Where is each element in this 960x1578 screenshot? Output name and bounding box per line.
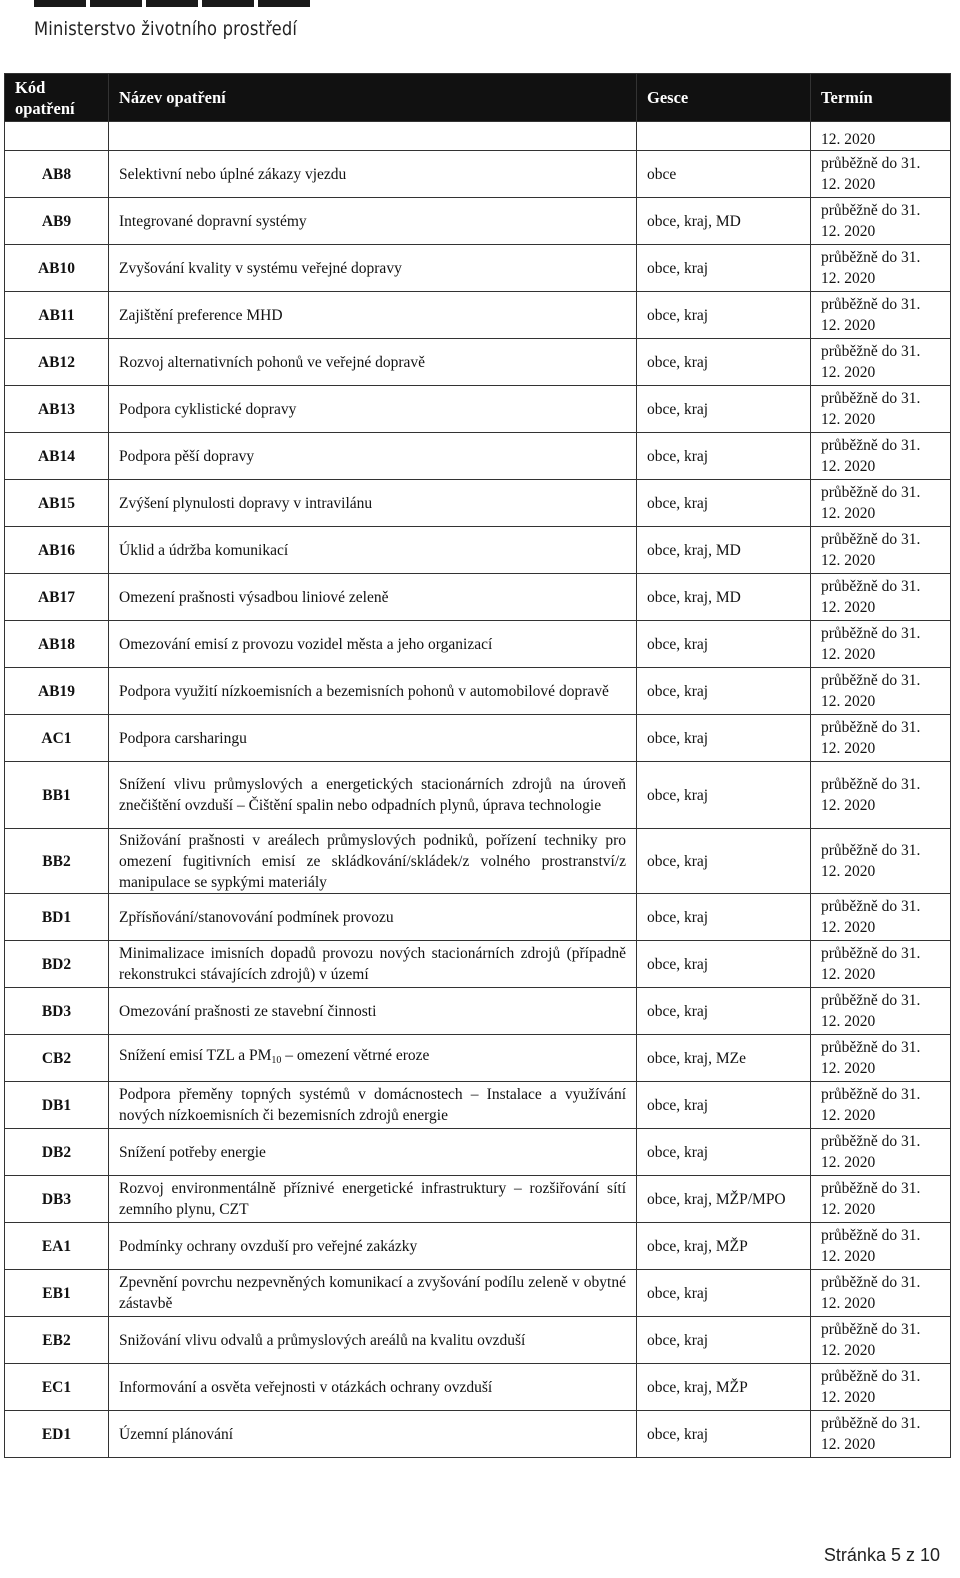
table-row [5,715,951,762]
measure-gesce: obce, kraj [637,762,811,829]
measure-term: průběžně do 31. 12. 2020 [811,1082,951,1129]
table-row [5,292,951,339]
measure-gesce: obce, kraj [637,1082,811,1129]
table-row [5,198,951,245]
measure-gesce: obce, kraj [637,668,811,715]
measure-name: Omezování emisí z provozu vozidel města a jeho organizací [109,621,637,668]
table-row [5,829,951,894]
table-row [5,574,951,621]
measure-gesce: obce, kraj [637,621,811,668]
table-row [5,894,951,941]
table-row [5,668,951,715]
table-header-row [5,74,951,122]
table-row [5,621,951,668]
measure-term: průběžně do 31. 12. 2020 [811,1270,951,1317]
table-row [5,762,951,829]
measure-code: AB8 [5,151,109,198]
measures-table [4,73,951,1458]
measure-gesce: obce, kraj [637,433,811,480]
measure-gesce: obce, kraj, MD [637,574,811,621]
measure-term: průběžně do 31. 12. 2020 [811,339,951,386]
measure-term: průběžně do 31. 12. 2020 [811,1317,951,1364]
measure-term: průběžně do 31. 12. 2020 [811,1364,951,1411]
measure-gesce: obce, kraj [637,941,811,988]
measure-gesce: obce, kraj [637,1411,811,1458]
measure-gesce: obce, kraj [637,715,811,762]
measure-code: BD2 [5,941,109,988]
table-row [5,1129,951,1176]
table-row [5,1317,951,1364]
measure-name: Zvýšení plynulosti dopravy v intravilánu [109,480,637,527]
table-row [5,988,951,1035]
measure-name: Informování a osvěta veřejnosti v otázkách ochrany ovzduší [109,1364,637,1411]
measure-code: AB15 [5,480,109,527]
table-row [5,527,951,574]
table-row [5,386,951,433]
measure-name: Rozvoj environmentálně příznivé energetické infrastruktury – rozšiřování sítí zemního plynu, CZT [109,1176,637,1223]
measure-term: průběžně do 31. 12. 2020 [811,1035,951,1082]
continuation-row [5,122,951,151]
measure-code: AB18 [5,621,109,668]
measure-name: Selektivní nebo úplné zákazy vjezdu [109,151,637,198]
measure-code: DB1 [5,1082,109,1129]
measure-gesce: obce, kraj [637,1270,811,1317]
measure-term: průběžně do 31. 12. 2020 [811,1223,951,1270]
measure-name: Úklid a údržba komunikací [109,527,637,574]
measure-code: AB12 [5,339,109,386]
measure-term: průběžně do 31. 12. 2020 [811,151,951,198]
measure-code: AB9 [5,198,109,245]
measure-name: Podmínky ochrany ovzduší pro veřejné zakázky [109,1223,637,1270]
measure-name: Podpora cyklistické dopravy [109,386,637,433]
measure-term: průběžně do 31. 12. 2020 [811,668,951,715]
measure-code: BB1 [5,762,109,829]
measure-name: Minimalizace imisních dopadů provozu nových stacionárních zdrojů (případně rekonstrukci stávajících zdrojů) v území [109,941,637,988]
measure-code: EB1 [5,1270,109,1317]
measure-name: Podpora pěší dopravy [109,433,637,480]
measure-name: Integrované dopravní systémy [109,198,637,245]
measure-name: Územní plánování [109,1411,637,1458]
measure-name-subscript: 10 [271,1055,282,1066]
column-header-term: Termín [811,74,951,122]
measure-name: Omezení prašnosti výsadbou liniové zeleně [109,574,637,621]
measure-gesce: obce, kraj [637,245,811,292]
measure-gesce: obce, kraj, MŽP/MPO [637,1176,811,1223]
measure-gesce: obce, kraj [637,894,811,941]
measure-gesce: obce, kraj [637,1317,811,1364]
measure-term: průběžně do 31. 12. 2020 [811,621,951,668]
measure-term: průběžně do 31. 12. 2020 [811,988,951,1035]
measure-name: Snižování vlivu odvalů a průmyslových areálů na kvalitu ovzduší [109,1317,637,1364]
measure-name: Zpřísňování/stanovování podmínek provozu [109,894,637,941]
measure-term: průběžně do 31. 12. 2020 [811,574,951,621]
measure-code: AB17 [5,574,109,621]
measure-term: průběžně do 31. 12. 2020 [811,198,951,245]
measure-term: průběžně do 31. 12. 2020 [811,894,951,941]
measure-gesce: obce [637,151,811,198]
table-row [5,1035,951,1082]
measure-term: průběžně do 31. 12. 2020 [811,527,951,574]
measure-code: BD3 [5,988,109,1035]
measure-code: AB19 [5,668,109,715]
measure-code: DB2 [5,1129,109,1176]
measure-code: EB2 [5,1317,109,1364]
measure-name: Podpora carsharingu [109,715,637,762]
table-row [5,245,951,292]
measure-gesce: obce, kraj [637,386,811,433]
measure-gesce: obce, kraj, MD [637,527,811,574]
measure-name: Snížení emisí TZL a $PM_{10}$ – omezení větrné eroze [109,1035,637,1082]
measure-gesce: obce, kraj, MŽP [637,1223,811,1270]
measure-gesce: obce, kraj, MZe [637,1035,811,1082]
table-row [5,339,951,386]
measure-code: EA1 [5,1223,109,1270]
table-row [5,1176,951,1223]
measure-term: průběžně do 31. 12. 2020 [811,1176,951,1223]
measure-gesce: obce, kraj [637,292,811,339]
measure-gesce: obce, kraj [637,1129,811,1176]
measure-code: AB11 [5,292,109,339]
table-row [5,151,951,198]
table-row [5,480,951,527]
measure-gesce: obce, kraj [637,829,811,894]
measure-name: Snížení potřeby energie [109,1129,637,1176]
measure-gesce: obce, kraj [637,339,811,386]
measure-code: AB16 [5,527,109,574]
measure-code: BD1 [5,894,109,941]
measure-term: průběžně do 31. 12. 2020 [811,715,951,762]
measure-term: průběžně do 31. 12. 2020 [811,762,951,829]
table-row [5,1082,951,1129]
column-header-name: Název opatření [109,74,637,122]
table-row [5,1223,951,1270]
measure-name: Podpora přeměny topných systémů v domácnostech – Instalace a využívání nových nízkoemisních či bezemisních zdrojů energie [109,1082,637,1129]
measure-term: průběžně do 31. 12. 2020 [811,480,951,527]
measure-name: Snižování prašnosti v areálech průmyslových podniků, pořízení techniky pro omezení fugitivních emisí ze skládkování/skládek/z volného prostranství/z manipulace se sypkými materiály [109,829,637,894]
measure-term: průběžně do 31. 12. 2020 [811,1411,951,1458]
measure-name: Zajištění preference MHD [109,292,637,339]
measure-term: průběžně do 31. 12. 2020 [811,245,951,292]
measure-code: AB14 [5,433,109,480]
measure-gesce: obce, kraj [637,480,811,527]
measure-name: Podpora využití nízkoemisních a bezemisních pohonů v automobilové dopravě [109,668,637,715]
measure-term: průběžně do 31. 12. 2020 [811,292,951,339]
measure-code: EC1 [5,1364,109,1411]
table-row [5,433,951,480]
measure-code: AB10 [5,245,109,292]
table-row [5,1270,951,1317]
ministry-name: Ministerstvo životního prostředí [34,18,298,40]
measure-gesce: obce, kraj, MŽP [637,1364,811,1411]
measure-term: průběžně do 31. 12. 2020 [811,433,951,480]
measure-name: Omezování prašnosti ze stavební činnosti [109,988,637,1035]
table-row [5,941,951,988]
measure-gesce: obce, kraj, MD [637,198,811,245]
measure-gesce: obce, kraj [637,988,811,1035]
measure-code: CB2 [5,1035,109,1082]
measure-name: Zpevnění povrchu nezpevněných komunikací a zvyšování podílu zeleně v obytné zástavbě [109,1270,637,1317]
table-row [5,1411,951,1458]
measure-code: AB13 [5,386,109,433]
measure-code: DB3 [5,1176,109,1223]
measure-code: ED1 [5,1411,109,1458]
table-row [5,1364,951,1411]
measure-term: průběžně do 31. 12. 2020 [811,829,951,894]
measure-term: průběžně do 31. 12. 2020 [811,386,951,433]
logo-bars [34,0,310,7]
column-header-gesce: Gesce [637,74,811,122]
continuation-term: 12. 2020 [811,122,951,151]
measure-name: Rozvoj alternativních pohonů ve veřejné dopravě [109,339,637,386]
measure-code: AC1 [5,715,109,762]
measure-term: průběžně do 31. 12. 2020 [811,1129,951,1176]
measure-term: průběžně do 31. 12. 2020 [811,941,951,988]
measure-name: Snížení vlivu průmyslových a energetických stacionárních zdrojů na úroveň znečištění ovzduší – Čištění spalin nebo odpadních plynů, úprava technologie [109,762,637,829]
measure-code: BB2 [5,829,109,894]
page-number: Stránka 5 z 10 [823,1545,940,1565]
column-header-code: Kód opatření [5,74,109,122]
measure-name: Zvyšování kvality v systému veřejné dopravy [109,245,637,292]
